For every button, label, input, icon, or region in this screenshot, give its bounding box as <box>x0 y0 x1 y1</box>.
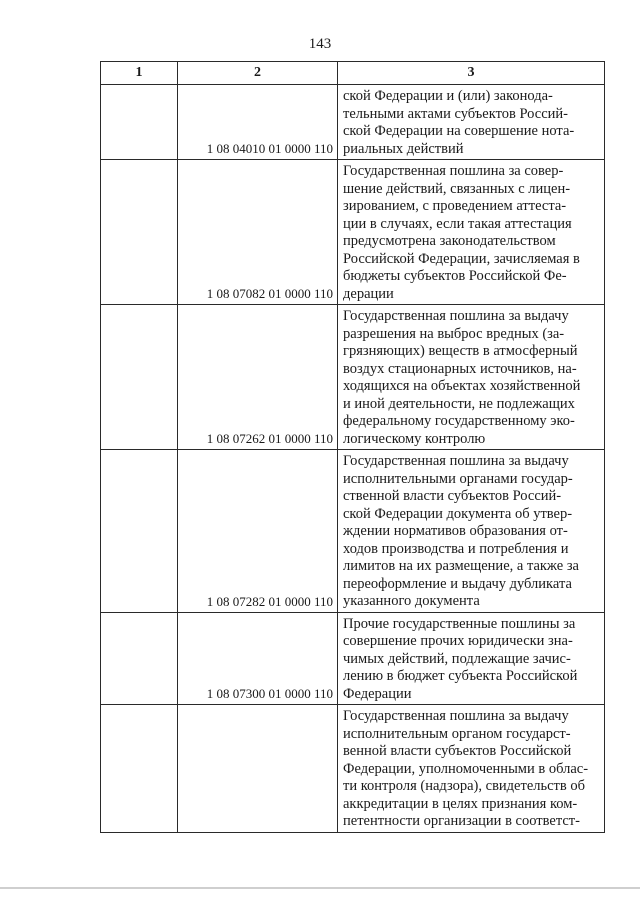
description-line: Российской Федерации, зачисляемая в <box>343 250 580 267</box>
budget-code-cell: 1 08 07300 01 0000 110 <box>178 612 338 705</box>
budget-code-cell: 1 08 07082 01 0000 110 <box>178 160 338 305</box>
description-cell <box>338 160 605 305</box>
column-header-1: 1 <box>101 62 178 85</box>
budget-code-cell <box>178 705 338 833</box>
description-line: аккредитации в целях признания ком- <box>343 795 578 812</box>
table-row <box>101 160 605 305</box>
column-1-cell <box>101 160 178 305</box>
budget-codes-table <box>100 61 605 833</box>
description-line: дерации <box>343 285 394 302</box>
description-line: грязняющих) веществ в атмосферный <box>343 343 578 359</box>
description-line: зированием, с проведением аттеста- <box>343 198 567 214</box>
description-line: предусмотрена законодательством <box>343 233 556 249</box>
page-number: 143 <box>308 36 332 52</box>
description-line: ти контроля (надзора), свидетельств об <box>343 778 585 794</box>
table-header-row <box>101 62 605 85</box>
description-line: ской Федерации на совершение нота- <box>343 123 575 139</box>
budget-code-cell: 1 08 07262 01 0000 110 <box>178 305 338 450</box>
description-line: лимитов на их размещение, а также за <box>343 558 579 574</box>
description-line: Прочие государственные пошлины за <box>343 615 576 632</box>
description-line: федеральному государственному эко- <box>343 413 575 429</box>
description-line: Государственная пошлина за выдачу <box>343 708 569 724</box>
footer-rule <box>0 887 640 889</box>
column-1-cell <box>101 305 178 450</box>
description-line: исполнительным органом государст- <box>343 725 571 742</box>
description-line: венной власти субъектов Российской <box>343 743 572 759</box>
description-line: ственной власти субъектов Россий- <box>343 488 562 504</box>
description-line: исполнительными органами государ- <box>343 470 573 487</box>
description-cell <box>338 612 605 705</box>
table-row <box>101 85 605 160</box>
description-line: Государственная пошлина за совер- <box>343 163 564 179</box>
column-1-cell <box>101 705 178 833</box>
description-line: ходящихся на объектах хозяйственной <box>343 378 581 394</box>
description-cell <box>338 450 605 613</box>
description-cell <box>338 85 605 160</box>
description-line: ской Федерации документа об утвер- <box>343 505 573 522</box>
budget-code-cell: 1 08 04010 01 0000 110 <box>178 85 338 160</box>
description-line: воздух стационарных источников, на- <box>343 360 577 377</box>
description-line: тельными актами субъектов Россий- <box>343 105 568 122</box>
description-line: Государственная пошлина за выдачу <box>343 308 569 324</box>
description-line: лению в бюджет субъекта Российской <box>343 668 578 684</box>
description-line: бюджеты субъектов Российской Фе- <box>343 268 567 284</box>
description-line: логическому контролю <box>343 430 486 447</box>
description-line: ской Федерации и (или) законода- <box>343 88 553 104</box>
table-row <box>101 305 605 450</box>
description-line: ции в случаях, если такая аттестация <box>343 215 572 232</box>
description-line: разрешения на выброс вредных (за- <box>343 325 565 342</box>
table-row <box>101 450 605 613</box>
column-1-cell <box>101 85 178 160</box>
description-line: чимых действий, подлежащие зачис- <box>343 650 571 667</box>
description-line: ждении нормативов образования от- <box>343 523 568 539</box>
column-header-3: 3 <box>338 62 605 85</box>
column-1-cell <box>101 450 178 613</box>
column-1-cell <box>101 612 178 705</box>
table-row <box>101 705 605 833</box>
description-line: ходов производства и потребления и <box>343 540 569 557</box>
description-line: риальных действий <box>343 140 464 157</box>
description-line: петентности организации в соответст- <box>343 813 580 829</box>
description-line: переоформление и выдачу дубликата <box>343 575 572 592</box>
description-cell <box>338 305 605 450</box>
description-line: указанного документа <box>343 593 480 609</box>
table-row <box>101 612 605 705</box>
description-line: шение действий, связанных с лицен- <box>343 180 571 197</box>
description-line: и иной деятельности, не подлежащих <box>343 395 575 412</box>
description-line: Федерации <box>343 685 412 702</box>
description-line: Государственная пошлина за выдачу <box>343 453 569 469</box>
column-header-2: 2 <box>178 62 338 85</box>
budget-code-cell: 1 08 07282 01 0000 110 <box>178 450 338 613</box>
description-line: Федерации, уполномоченными в облас- <box>343 760 589 777</box>
description-line: совершение прочих юридически зна- <box>343 633 573 649</box>
description-cell <box>338 705 605 833</box>
